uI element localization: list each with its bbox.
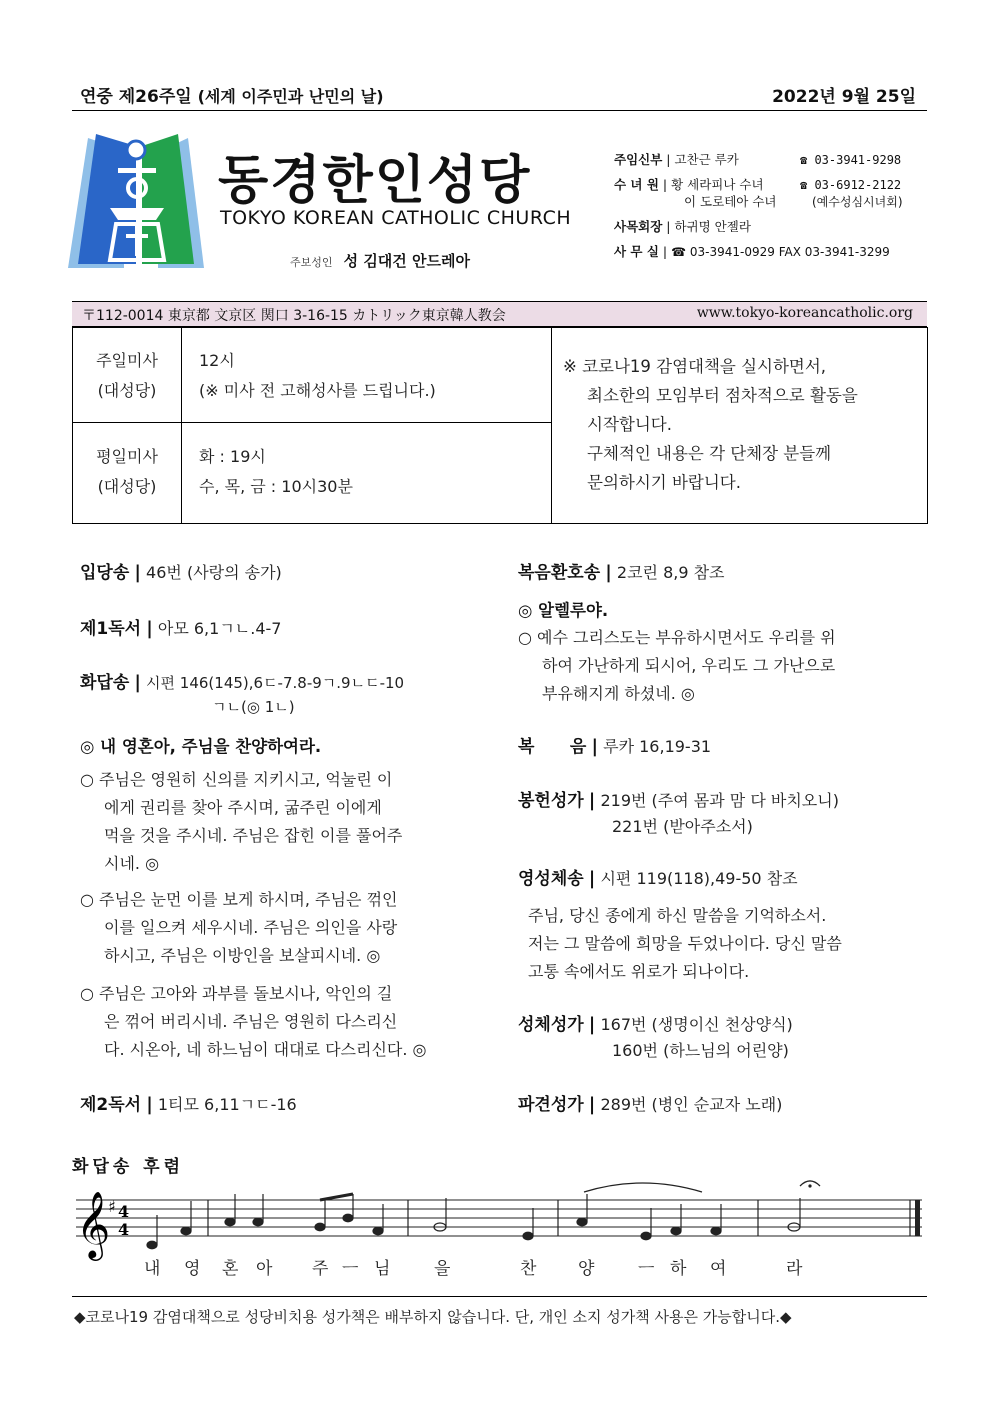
offertory-value-1: 219번 (주여 몸과 맘 다 바치오니)	[600, 791, 839, 810]
svg-text:4: 4	[118, 1202, 130, 1221]
svg-text:혼: 혼	[222, 1259, 239, 1279]
svg-text:님: 님	[374, 1259, 391, 1279]
notice-line: 구체적인 내용은 각 단체장 분들께	[587, 444, 832, 463]
verse-line: ○ 예수 그리스도는 부유하시면서도 우리를 위	[518, 628, 836, 647]
covid-notice	[563, 352, 923, 497]
sister-2: 이 도로테아 수녀	[684, 194, 777, 209]
communion-value-2: 160번 (하느님의 어린양)	[612, 1041, 789, 1060]
acclamation-value: 2코린 8,9 참조	[616, 563, 725, 582]
table-divider	[181, 328, 182, 523]
address-bar	[72, 301, 927, 327]
entrance-hymn: 입당송 | 46번 (사랑의 송가)	[80, 562, 282, 583]
reading2-label: 제2독서	[80, 1095, 142, 1115]
acclamation-verse	[518, 624, 923, 708]
sunday-label-1: 주일미사	[96, 351, 158, 370]
staff-sisters-2	[614, 192, 924, 212]
recessional-hymn: 파견성가 | 289번 (병인 순교자 노래)	[518, 1094, 783, 1115]
antiphon-line: 주님, 당신 종에게 하신 말씀을 기억하소서.	[528, 906, 827, 925]
second-reading: 제2독서 | 1티모 6,11ㄱㄷ-16	[80, 1094, 297, 1115]
office-contact: ☎ 03-3941-0929 FAX 03-3941-3299	[671, 245, 890, 259]
sisters-label: 수 녀 원	[614, 177, 659, 192]
gospel: 복 음 | 루카 16,19-31	[518, 736, 712, 757]
music-staff	[72, 1178, 928, 1288]
score-title: 화답송 후렴	[72, 1157, 185, 1177]
council-name: 하귀명 안젤라	[674, 219, 751, 234]
table-divider	[73, 422, 551, 423]
svg-text:아: 아	[256, 1259, 273, 1279]
church-name-english: TOKYO KOREAN CATHOLIC CHURCH	[220, 207, 572, 229]
occasion: (세계 이주민과 난민의 날)	[197, 87, 384, 106]
psalm-ref-2: ㄱㄴ(◎ 1ㄴ)	[212, 698, 295, 716]
verse-line: ○ 주님은 고아와 과부를 돌보시나, 악인의 길	[80, 984, 393, 1003]
pastor-name: 고찬근 루카	[674, 152, 739, 167]
svg-text:여: 여	[710, 1259, 727, 1279]
website-link[interactable]: www.tokyo-koreancatholic.org	[696, 305, 913, 321]
weekday-label-1: 평일미사	[96, 447, 158, 466]
verse-line: ○ 주님은 영원히 신의를 지키시고, 억눌린 이	[80, 770, 393, 789]
psalm-response: ◎ 내 영혼아, 주님을 찬양하여라.	[80, 737, 322, 756]
staff-sisters: 수 녀 원 | 황 세라피나 수녀 ☎ 03-6912-2122	[614, 175, 924, 197]
svg-text:ㅡ: ㅡ	[342, 1259, 359, 1279]
psalm-verse	[80, 980, 480, 1064]
weekday-label-2: (대성당)	[97, 477, 157, 496]
sunday-mass-info	[199, 346, 436, 406]
staff-council: 사목회장 | 하귀명 안젤라	[614, 219, 751, 234]
verse-line: 하여 가난하게 되시어, 우리도 그 가난으로	[542, 656, 836, 675]
top-divider	[72, 110, 927, 111]
gospel-value: 루카 16,19-31	[603, 737, 712, 756]
reading1-value: 아모 6,1ㄱㄴ.4-7	[157, 619, 282, 638]
communion-antiphon-label: 영성체송	[518, 869, 584, 889]
svg-text:영: 영	[184, 1259, 201, 1279]
church-name-korean: 동경한인성당	[218, 151, 532, 211]
verse-line: 에게 권리를 찾아 주시며, 굶주린 이에게	[104, 798, 382, 817]
verse-line: 하시고, 주님은 이방인을 보살피시네. ◎	[104, 946, 381, 965]
patron-saint	[290, 250, 470, 271]
pastor-phone: ☎ 03-3941-9298	[800, 153, 902, 167]
patron-name: 성 김대건 안드레아	[343, 252, 470, 270]
communion-label: 성체성가	[518, 1015, 584, 1035]
staff-directory	[614, 150, 924, 264]
entrance-value: 46번 (사랑의 송가)	[146, 563, 282, 582]
alleluia: ◎ 알렐루야.	[518, 601, 609, 620]
communion-antiphon-ref: 시편 119(118),49-50 참조	[600, 869, 798, 888]
verse-line: 시네. ◎	[104, 854, 160, 873]
pastor-label: 주임신부	[614, 152, 663, 167]
svg-text:을: 을	[434, 1259, 451, 1279]
communion-antiphon: 영성체송 | 시편 119(118),49-50 참조	[518, 868, 798, 889]
svg-text:ㅡ: ㅡ	[638, 1259, 655, 1279]
weekday-mass-info	[199, 442, 353, 502]
reading1-label: 제1독서	[80, 619, 142, 639]
sunday-note: (※ 미사 전 고해성사를 드립니다.)	[199, 381, 436, 400]
svg-text:양: 양	[578, 1259, 595, 1279]
acclamation-label: 복음환호송	[518, 563, 601, 583]
verse-line: ○ 주님은 눈먼 이를 보게 하시며, 주님은 꺾인	[80, 890, 398, 909]
offertory-hymn: 봉헌성가 | 219번 (주여 몸과 맘 다 바치오니)	[518, 790, 839, 811]
staff-office: 사 무 실 | ☎ 03-3941-0929 FAX 03-3941-3299	[614, 244, 890, 259]
sunday-mass-label	[73, 346, 181, 406]
svg-text:𝄞: 𝄞	[76, 1190, 111, 1258]
sisters-note: (예수성심시녀회)	[812, 195, 903, 209]
sunday-label-2: (대성당)	[97, 381, 157, 400]
notice-line: ※ 코로나19 감염대책을 실시하면서,	[563, 357, 827, 376]
psalm-verse	[80, 766, 480, 878]
bulletin-date: 2022년 9월 25일	[772, 87, 916, 107]
weekday-tuesday: 화 : 19시	[199, 447, 266, 466]
psalm-verse	[80, 886, 480, 970]
entrance-label: 입당송	[80, 563, 130, 583]
svg-text:찬: 찬	[520, 1259, 537, 1279]
reading2-value: 1티모 6,11ㄱㄷ-16	[157, 1095, 297, 1114]
svg-text:♯: ♯	[108, 1197, 116, 1216]
offertory-label: 봉헌성가	[518, 791, 584, 811]
sister-1: 황 세라피나 수녀	[671, 177, 764, 192]
week-name: 연중 제26주일	[80, 87, 192, 107]
address-text: 〒112-0014 東京都 文京区 関口 3-16-15 カトリック東京韓人教会	[82, 308, 506, 324]
weekday-mass-label	[73, 442, 181, 502]
office-label: 사 무 실	[614, 244, 659, 259]
patron-label: 주보성인	[290, 256, 333, 269]
staff-pastor: 주임신부 | 고찬근 루카 ☎ 03-3941-9298	[614, 150, 924, 172]
psalm-label: 화답송	[80, 673, 130, 693]
weekday-wed-thu-fri: 수, 목, 금 : 10시30분	[199, 477, 353, 496]
gospel-label: 복 음	[518, 737, 587, 757]
verse-line: 다. 시온아, 네 하느님이 대대로 다스리신다. ◎	[104, 1040, 427, 1059]
communion-value-1: 167번 (생명이신 천상양식)	[600, 1015, 793, 1034]
first-reading: 제1독서 | 아모 6,1ㄱㄴ.4-7	[80, 618, 282, 639]
responsorial-psalm: 화답송 | 시편 146(145),6ㄷ-7.8-9ㄱ.9ㄴㄷ-10	[80, 672, 405, 693]
footer-divider	[72, 1296, 927, 1297]
footer-notice: ◆코로나19 감염대책으로 성당비치용 성가책은 배부하지 않습니다. 단, 개인 소지 성가책 사용은 가능합니다.◆	[74, 1308, 792, 1326]
recessional-label: 파견성가	[518, 1095, 584, 1115]
communion-hymn: 성체성가 | 167번 (생명이신 천상양식)	[518, 1014, 793, 1035]
verse-line: 부유해지게 하셨네. ◎	[542, 684, 695, 703]
notice-line: 시작합니다.	[587, 415, 672, 434]
notice-line: 문의하시기 바랍니다.	[587, 473, 741, 492]
offertory-value-2: 221번 (받아주소서)	[612, 817, 753, 836]
mass-schedule-table	[72, 327, 928, 524]
verse-line: 이를 일으켜 세우시네. 주님은 의인을 사랑	[104, 918, 398, 937]
svg-text:4: 4	[118, 1220, 130, 1239]
svg-text:하: 하	[670, 1259, 687, 1279]
church-logo	[66, 128, 206, 270]
week-title	[80, 82, 384, 107]
council-label: 사목회장	[614, 219, 663, 234]
svg-text:내: 내	[144, 1259, 161, 1279]
svg-text:주: 주	[312, 1259, 329, 1279]
antiphon-line: 저는 그 말씀에 희망을 두었나이다. 당신 말씀	[528, 934, 842, 953]
verse-line: 은 꺾어 버리시네. 주님은 영원히 다스리신	[104, 1012, 398, 1031]
communion-antiphon-text	[528, 902, 923, 986]
verse-line: 먹을 것을 주시네. 주님은 잡힌 이를 풀어주	[104, 826, 403, 845]
sunday-time: 12시	[199, 351, 235, 370]
recessional-value: 289번 (병인 순교자 노래)	[600, 1095, 783, 1114]
notice-line: 최소한의 모임부터 점차적으로 활동을	[587, 386, 858, 405]
gospel-acclamation: 복음환호송 | 2코린 8,9 참조	[518, 562, 725, 583]
svg-text:라: 라	[786, 1259, 803, 1279]
antiphon-line: 고통 속에서도 위로가 되나이다.	[528, 962, 750, 981]
sisters-phone: ☎ 03-6912-2122	[800, 178, 902, 192]
psalm-ref-1: 시편 146(145),6ㄷ-7.8-9ㄱ.9ㄴㄷ-10	[146, 674, 405, 692]
table-divider	[551, 328, 552, 523]
